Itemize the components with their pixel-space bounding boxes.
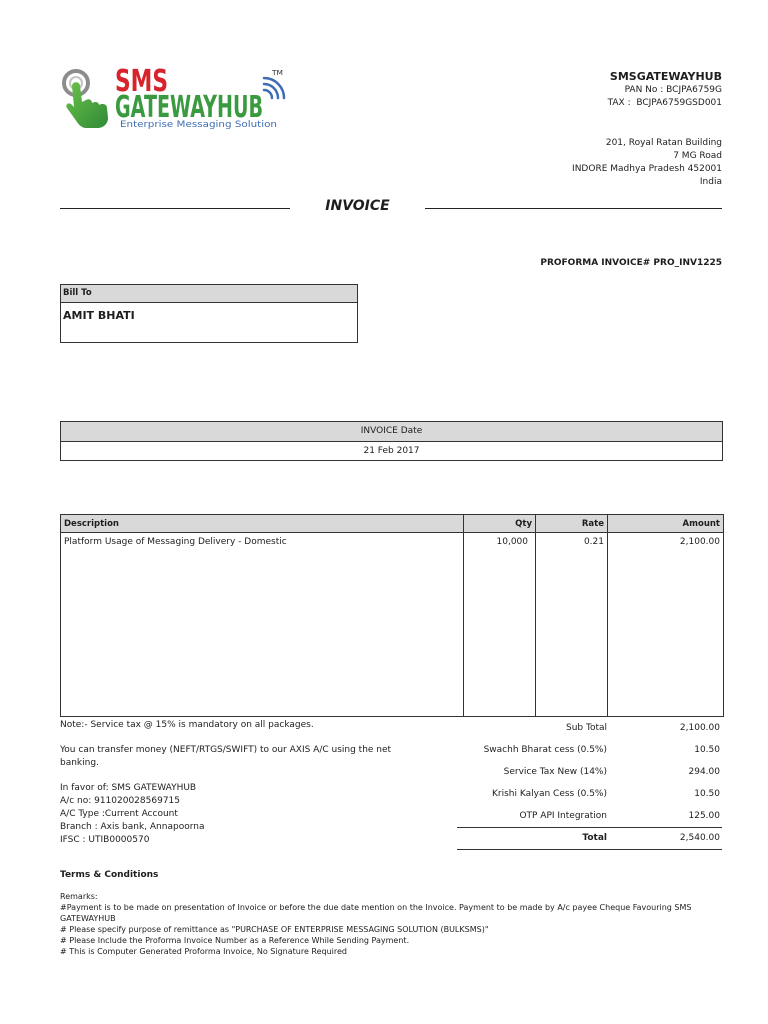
logo-tagline: Enterprise Messaging Solution (120, 120, 277, 130)
touch-hand-icon (64, 71, 108, 128)
item-rate: 0.21 (536, 533, 608, 553)
table-empty-space (61, 553, 724, 717)
totals-value: 294.00 (688, 767, 720, 777)
company-info (608, 69, 722, 110)
title-divider-left (60, 208, 290, 209)
address-line: INDORE Madhya Pradesh 452001 (572, 164, 722, 174)
remark-line: # This is Computer Generated Proforma Invoice, No Signature Required (60, 947, 348, 956)
remark-line: GATEWAYHUB (60, 914, 116, 923)
company-tax: TAX : BCJPA6759GSD001 (607, 98, 722, 108)
totals-row (457, 783, 722, 805)
line-items-table (60, 514, 724, 717)
bank-details (60, 782, 452, 847)
company-pan: PAN No : BCJPA6759G (624, 85, 722, 95)
transfer-line: You can transfer money (NEFT/RTGS/SWIFT) to our AXIS A/C using the net (60, 745, 392, 755)
remark-line: # Please Include the Proforma Invoice Number as a Reference While Sending Payment. (60, 936, 410, 945)
invoice-date-value: 21 Feb 2017 (363, 446, 420, 456)
grand-total-row (457, 827, 722, 850)
totals-value: 10.50 (694, 745, 720, 755)
totals-label: Krishi Kalyan Cess (0.5%) (492, 789, 607, 799)
bank-detail-line: IFSC : UTIB0000570 (60, 835, 150, 845)
proforma-invoice-number: PROFORMA INVOICE# PRO_INV1225 (540, 258, 722, 268)
document-title: INVOICE (325, 198, 390, 214)
bill-to-box (60, 284, 358, 343)
bill-to-label: Bill To (61, 285, 357, 303)
title-divider-right (425, 208, 722, 209)
bank-detail-line: Branch : Axis bank, Annapoorna (60, 822, 205, 832)
company-address (572, 137, 722, 189)
note-service-tax: Note:- Service tax @ 15% is mandatory on all packages. (60, 720, 314, 730)
invoice-date-box (60, 421, 723, 461)
totals-summary (457, 717, 722, 850)
item-amount: 2,100.00 (608, 533, 724, 553)
company-logo (56, 62, 296, 132)
totals-label: Swachh Bharat cess (0.5%) (483, 745, 607, 755)
totals-row (457, 717, 722, 739)
bank-detail-line: A/c no: 911020028569715 (60, 796, 180, 806)
remark-line: # Please specify purpose of remittance as "PURCHASE OF ENTERPRISE MESSAGING SOLUTION (BULKSMS)" (60, 925, 489, 934)
totals-value: 125.00 (688, 811, 720, 821)
invoice-date-label: INVOICE Date (61, 422, 722, 442)
address-line: India (699, 177, 722, 187)
column-header-rate: Rate (536, 515, 608, 533)
column-header-qty: Qty (464, 515, 536, 533)
payment-notes (60, 719, 452, 847)
remarks (60, 891, 722, 957)
grand-total-label: Total (582, 833, 607, 843)
terms-heading: Terms & Conditions (60, 870, 159, 880)
address-line: 201, Royal Ratan Building (605, 138, 722, 148)
logo-brand-gatewayhub: GATEWAYHUB (115, 90, 263, 125)
totals-label: Sub Total (565, 723, 607, 733)
address-line: 7 MG Road (673, 151, 722, 161)
table-header-row (61, 515, 724, 533)
terms-and-conditions (60, 868, 722, 957)
logo-trademark: TM (270, 69, 283, 77)
transfer-line: banking. (60, 758, 99, 768)
grand-total-value: 2,540.00 (679, 833, 720, 843)
column-header-description: Description (61, 515, 464, 533)
table-row (61, 533, 724, 553)
totals-row (457, 739, 722, 761)
totals-label: Service Tax New (14%) (503, 767, 607, 777)
totals-value: 10.50 (694, 789, 720, 799)
remarks-label: Remarks: (60, 892, 98, 901)
item-qty: 10,000 (464, 533, 536, 553)
company-name: SMSGATEWAYHUB (609, 70, 722, 83)
totals-row (457, 761, 722, 783)
remark-line: #Payment is to be made on presentation of Invoice or before the due date mention on the Invoice. Payment to be made by A/c payee Cheque Favouring SMS (60, 903, 692, 912)
column-header-amount: Amount (608, 515, 724, 533)
totals-value: 2,100.00 (679, 723, 720, 733)
bill-to-name: AMIT BHATI (63, 309, 135, 322)
totals-label: OTP API Integration (519, 811, 607, 821)
bank-detail-line: In favor of: SMS GATEWAYHUB (60, 783, 197, 793)
totals-row (457, 805, 722, 827)
item-description: Platform Usage of Messaging Delivery - Domestic (61, 533, 464, 553)
bank-detail-line: A/C Type :Current Account (60, 809, 178, 819)
signal-waves-icon (264, 78, 284, 98)
logo-brand-sms: SMS (115, 64, 168, 99)
transfer-instructions (60, 744, 452, 770)
